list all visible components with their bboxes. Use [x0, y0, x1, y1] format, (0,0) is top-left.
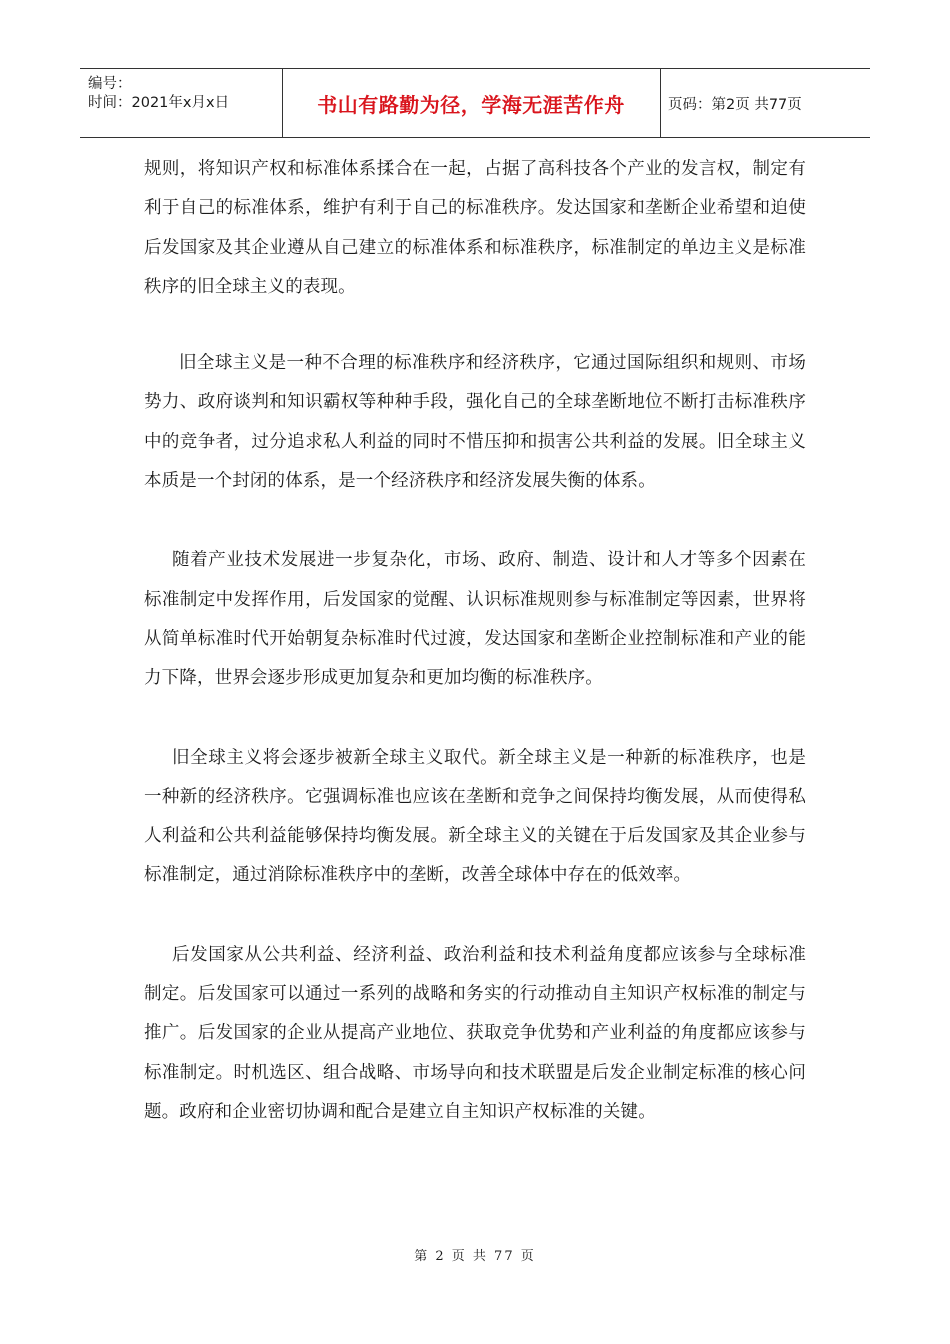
document-time-label: 时间：2021年x月x日 — [88, 95, 230, 111]
header-motto: 书山有路勤为径，学海无涯苦作舟 — [282, 69, 661, 137]
body-paragraph: 规则，将知识产权和标准体系揉合在一起，占据了高科技各个产业的发言权，制定有利于自己的标准体系，维护有利于自己的标准秩序。发达国家和垄断企业希望和迫使后发国家及其企业遵从自己建立的标准体系和标准秩序，标准制定的单边主义是标准秩序的旧全球主义的表现。 — [144, 159, 806, 297]
header-meta-cell — [80, 69, 283, 137]
document-body — [144, 150, 806, 1132]
page-footer: 第 2 页 共 77 页 — [414, 1249, 536, 1264]
document-number-label: 编号： — [88, 76, 132, 92]
header-page-info-cell — [660, 69, 870, 137]
document-header — [80, 68, 870, 138]
body-paragraph: 后发国家从公共利益、经济利益、政治利益和技术利益角度都应该参与全球标准制定。后发国家可以通过一系列的战略和务实的行动推动自主知识产权标准的制定与推广。后发国家的企业从提高产业地位、获取竞争优势和产业利益的角度都应该参与标准制定。时机选区、组合战略、市场导向和技术联盟是后发企业制定标准的核心问题。政府和企业密切协调和配合是建立自主知识产权标准的关键。 — [144, 944, 806, 1122]
body-paragraph: 随着产业技术发展进一步复杂化，市场、政府、制造、设计和人才等多个因素在标准制定中发挥作用，后发国家的觉醒、认识标准规则参与标准制定等因素，世界将从简单标准时代开始朝复杂标准时代过渡，发达国家和垄断企业控制标准和产业的能力下降，世界会逐步形成更加复杂和更加均衡的标准秩序。 — [144, 550, 806, 689]
header-page-info: 页码：第2页 共77页 — [668, 96, 802, 113]
body-paragraph: 旧全球主义将会逐步被新全球主义取代。新全球主义是一种新的标准秩序，也是一种新的经济秩序。它强调标准也应该在垄断和竞争之间保持均衡发展，从而使得私人利益和公共利益能够保持均衡发展。新全球主义的关键在于后发国家及其企业参与标准制定，通过消除标准秩序中的垄断，改善全球体中存在的低效率。 — [144, 747, 806, 886]
body-paragraph: 旧全球主义是一种不合理的标准秩序和经济秩序，它通过国际组织和规则、市场势力、政府谈判和知识霸权等种种手段，强化自己的全球垄断地位不断打击标准秩序中的竞争者，过分追求私人利益的同时不惜压抑和损害公共利益的发展。旧全球主义本质是一个封闭的体系，是一个经济秩序和经济发展失衡的体系。 — [144, 353, 806, 492]
